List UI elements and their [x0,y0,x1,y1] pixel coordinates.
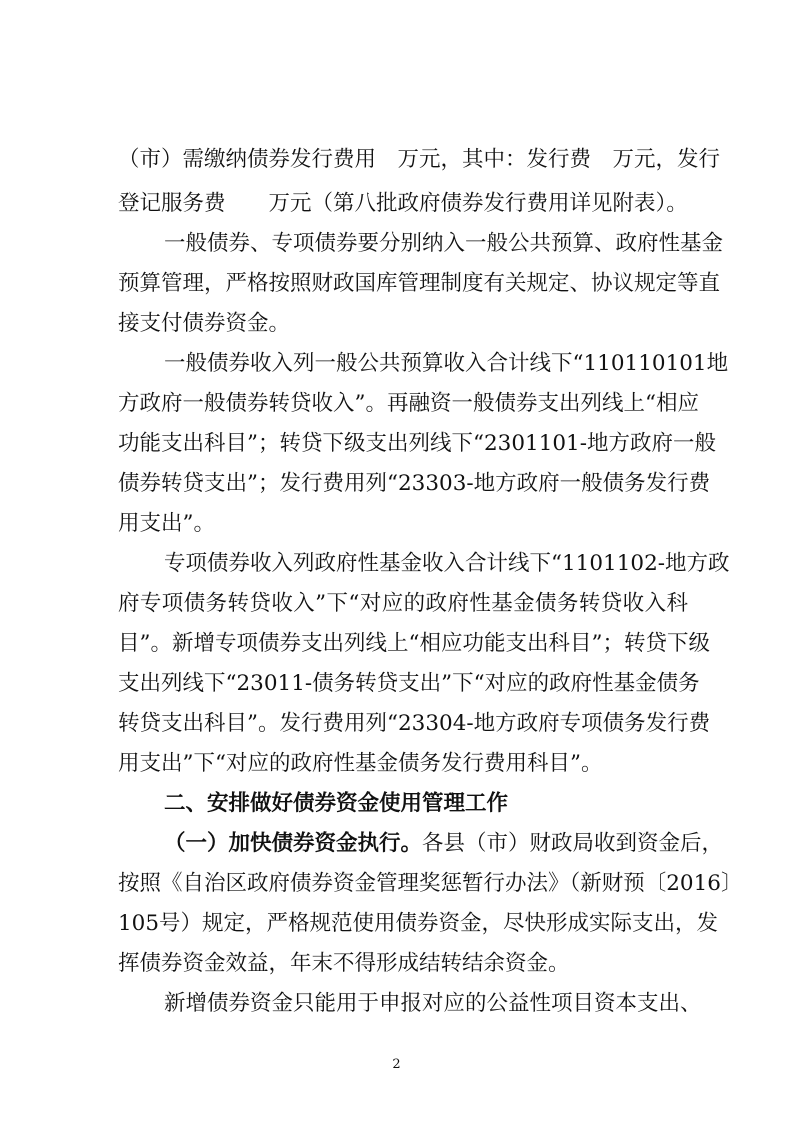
paragraph-line: 功能支出科目”；转贷下级支出列线下“2301101-地方政府一般 [118,431,717,456]
paragraph-line: 用支出”。 [118,511,215,536]
paragraph-line: 转贷支出科目”。发行费用列“23304-地方政府专项债务发行费 [118,711,711,736]
paragraph-line: 一般债券、专项债券要分别纳入一般公共预算、政府性基金 [164,231,724,256]
section-heading: 二、安排做好债券资金使用管理工作 [164,791,509,816]
paragraph-line: 府专项债务转贷收入”下“对应的政府性基金债务转贷收入科 [118,591,688,616]
paragraph-line: 登记服务费 万元（第八批政府债券发行费用详见附表）。 [118,191,688,216]
paragraph-line: 105号）规定，严格规范使用债券资金，尽快形成实际支出，发 [118,911,719,936]
paragraph-line: 预算管理，严格按照财政国库管理制度有关规定、协议规定等直 [118,271,721,296]
paragraph-line: 支出列线下“23011-债务转贷支出”下“对应的政府性基金债务 [118,671,700,696]
paragraph-line: 按照《自治区政府债券资金管理奖惩暂行办法》（新财预〔2016〕 [118,871,743,896]
paragraph-line: 新增债券资金只能用于申报对应的公益性项目资本支出、 [164,991,702,1016]
paragraph-line: 挥债券资金效益，年末不得形成结转结余资金。 [118,951,570,976]
paragraph-line: （市）需缴纳债券发行费用 万元，其中：发行费 万元，发行 [118,147,721,172]
subsection-paragraph-line [164,829,724,859]
paragraph-line: 专项债券收入列政府性基金收入合计线下“1101102-地方政 [164,551,730,576]
paragraph-line: 用支出”下“对应的政府性基金债务发行费用科目”。 [118,751,603,776]
paragraph-line: 目”。新增专项债券支出列线上“相应功能支出科目”；转贷下级 [118,631,710,656]
page-number: 2 [392,1057,401,1072]
paragraph-line: 方政府一般债券转贷收入”。再融资一般债券支出列线上“相应 [118,391,699,416]
subsection-text: 各县（市）财政局收到资金后， [422,831,724,856]
paragraph-line: 一般债券收入列一般公共预算收入合计线下“110110101地 [164,351,729,376]
paragraph-line: 债券转贷支出”；发行费用列“23303-地方政府一般债务发行费 [118,471,711,496]
subsection-title: （一）加快债券资金执行。 [164,831,423,856]
paragraph-line: 接支付债券资金。 [118,311,291,336]
